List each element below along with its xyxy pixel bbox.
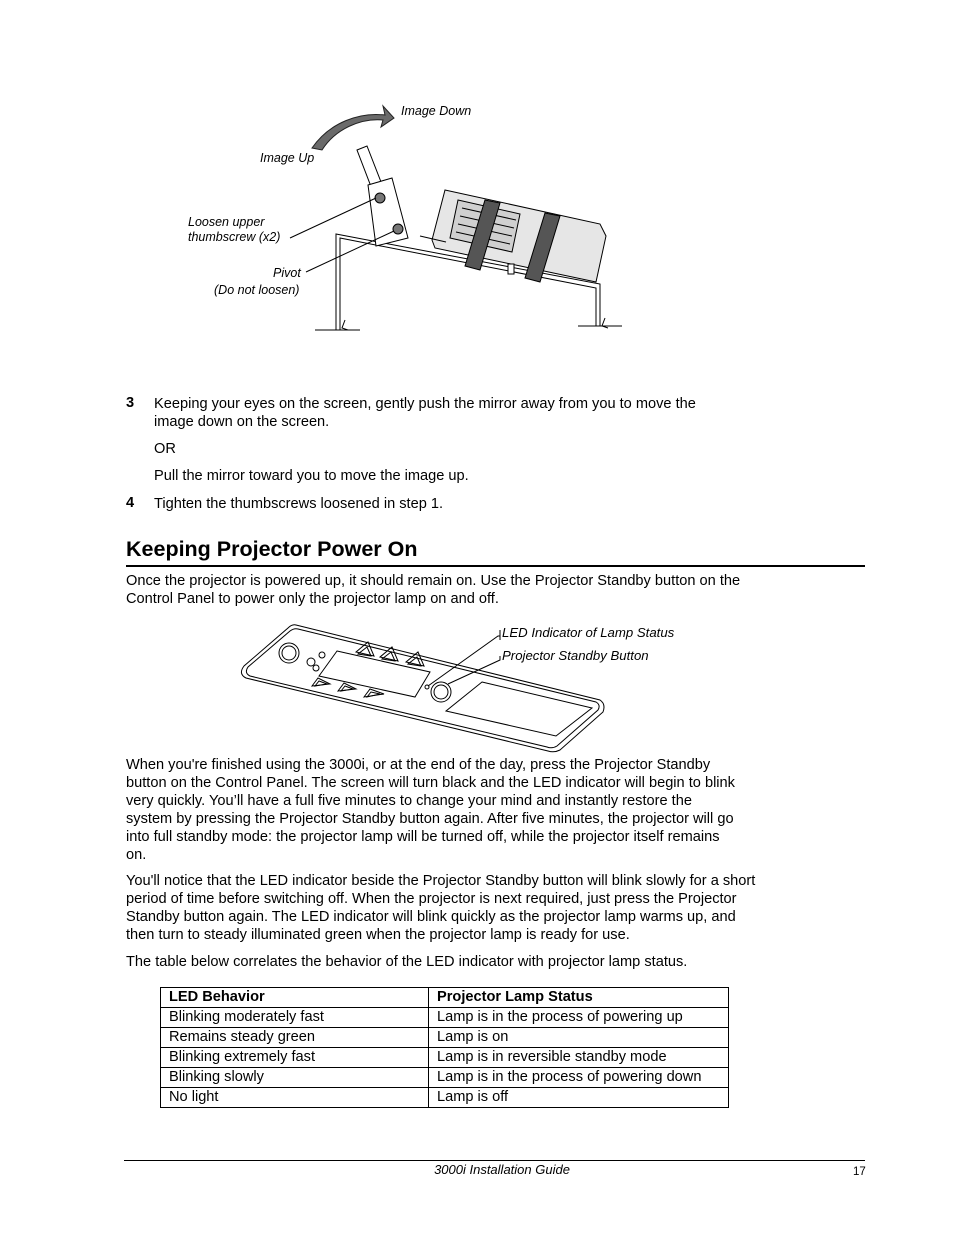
step-text-line: Keeping your eyes on the screen, gently push the mirror away from you to move the bbox=[154, 396, 696, 412]
step-alt-text: Pull the mirror toward you to move the image up. bbox=[154, 468, 469, 484]
label-led-indicator: LED Indicator of Lamp Status bbox=[502, 625, 675, 640]
para-line: The table below correlates the behavior of the LED indicator with projector lamp status. bbox=[126, 954, 688, 970]
table-row bbox=[161, 1088, 729, 1108]
para-line: Standby button again. The LED indicator will blink quickly as the projector lamp warms up, and bbox=[126, 909, 736, 925]
para-line: period of time before switching off. When the projector is next required, just press the Projector bbox=[126, 891, 737, 907]
cell-led-behavior: No light bbox=[161, 1088, 429, 1108]
para-line: then turn to steady illuminated green when the projector lamp is ready for use. bbox=[126, 927, 630, 943]
footer-title: 3000i Installation Guide bbox=[434, 1162, 570, 1177]
step-number: 4 bbox=[126, 495, 135, 511]
para-line: You'll notice that the LED indicator beside the Projector Standby button will blink slowly for a short bbox=[126, 873, 756, 889]
heading-rule bbox=[126, 565, 865, 567]
step-or: OR bbox=[154, 441, 176, 457]
cell-lamp-status: Lamp is off bbox=[429, 1088, 729, 1108]
cell-led-behavior: Blinking slowly bbox=[161, 1068, 429, 1088]
control-panel-figure bbox=[0, 615, 954, 760]
para-line: on. bbox=[126, 847, 147, 863]
label-loosen-line1: Loosen upper bbox=[188, 215, 265, 229]
label-standby-button: Projector Standby Button bbox=[502, 648, 649, 663]
intro-line: Once the projector is powered up, it should remain on. Use the Projector Standby button on the bbox=[126, 573, 741, 589]
table-row bbox=[161, 1008, 729, 1028]
cell-lamp-status: Lamp is in the process of powering down bbox=[429, 1068, 729, 1088]
step-text-line: Tighten the thumbscrews loosened in step 1. bbox=[154, 496, 444, 512]
table-header-row bbox=[161, 988, 729, 1008]
para-line: into full standby mode: the projector lamp will be turned off, while the projector itself remains bbox=[126, 829, 720, 845]
cell-led-behavior: Remains steady green bbox=[161, 1028, 429, 1048]
page-number: 17 bbox=[853, 1166, 866, 1178]
para-line: very quickly. You’ll have a full five minutes to change your mind and instantly restore the bbox=[126, 793, 692, 809]
table-row bbox=[161, 1068, 729, 1088]
step-text-line: image down on the screen. bbox=[154, 414, 330, 430]
mirror-adjust-diagram bbox=[0, 0, 954, 380]
label-pivot-line1: Pivot bbox=[273, 266, 301, 280]
para-line: system by pressing the Projector Standby button again. After five minutes, the projector will go bbox=[126, 811, 734, 827]
label-image-up: Image Up bbox=[260, 151, 315, 165]
cell-lamp-status: Lamp is in the process of powering up bbox=[429, 1008, 729, 1028]
header-lamp-status: Projector Lamp Status bbox=[429, 988, 729, 1008]
label-image-down: Image Down bbox=[401, 104, 472, 118]
header-led-behavior: LED Behavior bbox=[161, 988, 429, 1008]
section-title: Keeping Projector Power On bbox=[126, 537, 418, 561]
cell-lamp-status: Lamp is on bbox=[429, 1028, 729, 1048]
table-row bbox=[161, 1028, 729, 1048]
label-loosen-line2: thumbscrew (x2) bbox=[188, 230, 281, 244]
tilt-arrow-icon bbox=[312, 106, 394, 150]
mirror-adjust-figure bbox=[0, 0, 954, 380]
label-pivot-line2: (Do not loosen) bbox=[214, 283, 300, 297]
cell-led-behavior: Blinking extremely fast bbox=[161, 1048, 429, 1068]
cell-lamp-status: Lamp is in reversible standby mode bbox=[429, 1048, 729, 1068]
cell-led-behavior: Blinking moderately fast bbox=[161, 1008, 429, 1028]
para-line: button on the Control Panel. The screen will turn black and the LED indicator will begin to blink bbox=[126, 775, 735, 791]
led-status-table bbox=[160, 987, 729, 1108]
table-row bbox=[161, 1048, 729, 1068]
intro-line: Control Panel to power only the projector lamp on and off. bbox=[126, 591, 499, 607]
para-line: When you're finished using the 3000i, or at the end of the day, press the Projector Standby bbox=[126, 757, 711, 773]
step-number: 3 bbox=[126, 395, 135, 411]
control-panel-diagram bbox=[0, 615, 954, 760]
footer-rule bbox=[124, 1160, 865, 1161]
